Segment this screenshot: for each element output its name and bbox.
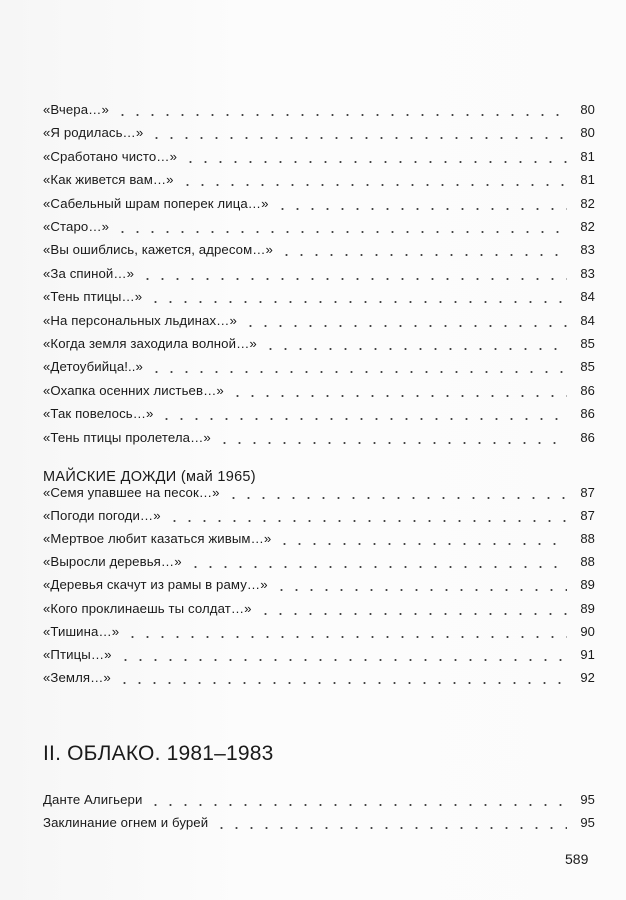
toc-entry-page: 81 [580,148,595,164]
toc-entry-page: 85 [580,359,595,375]
toc-entry-title: «Тень птицы…» [43,289,143,305]
toc-entry-title: «Сработано чисто…» [43,148,178,164]
dot-leader [256,606,567,616]
toc-entry-title: «На персональных льдинах…» [43,312,237,328]
toc-entry [43,792,595,812]
page-number: 589 [565,851,589,867]
toc-entry [43,601,595,621]
dot-leader [165,513,567,523]
toc-entry-page: 87 [580,508,595,524]
toc-entry-page: 82 [580,219,595,234]
toc-entry [43,531,595,551]
part-heading: II. ОБЛАКО. 1981–1983 [43,742,274,765]
dot-leader [273,201,568,211]
toc-entry-title: «Птицы…» [43,646,112,662]
toc-entry-title: «Старо…» [43,219,110,234]
dot-leader [146,797,567,807]
toc-entry-page: 90 [580,623,595,639]
toc-entry-page: 80 [580,125,595,141]
dot-leader [147,130,567,140]
dot-leader [241,318,567,328]
dot-leader [157,411,567,421]
toc-entry [43,554,595,574]
toc-entry-title: «За спиной…» [43,265,135,281]
toc-entry-page: 85 [580,336,595,351]
toc-entry-title: «Вчера…» [43,102,109,117]
toc-entry [43,102,595,122]
toc-entry [43,125,595,145]
toc-entry-page: 83 [580,242,595,258]
toc-entry-title: «Так повелось…» [43,406,154,422]
toc-entry-title: «Тень птицы пролетела…» [43,429,211,445]
toc-entry [43,670,595,690]
toc-entry-page: 89 [580,600,595,616]
toc-entry [43,242,595,262]
toc-entry-title: «Как живется вам…» [43,172,174,188]
toc-entry [43,289,595,309]
dot-leader [212,820,567,830]
toc-entry-title: «Охапка осенних листьев…» [43,382,224,398]
toc-entry [43,577,595,597]
toc-entry-title: «Тишина…» [43,623,120,639]
dot-leader [147,364,567,374]
dot-leader [178,177,567,187]
dot-leader [277,247,567,257]
toc-entry-page: 82 [580,195,595,211]
toc-entry [43,313,595,333]
toc-entry-page: 92 [580,669,595,685]
toc-entry-page: 83 [580,265,595,281]
toc-entry-page: 84 [580,289,595,305]
toc-entry-title: «Мертвое любит казаться живым…» [43,531,272,547]
toc-entry [43,430,595,450]
toc-entry-title: «Земля…» [43,669,111,685]
toc-entry [43,196,595,216]
dot-leader [215,435,567,445]
toc-entry-page: 86 [580,406,595,422]
dot-leader [275,536,567,546]
toc-entry-title: «Вы ошиблись, кажется, адресом…» [43,242,273,258]
toc-entry-title: Данте Алигьери [43,792,143,807]
dot-leader [146,294,567,304]
toc-entry-title: «Я родилась…» [43,125,144,141]
toc-entry [43,815,595,835]
toc-entry [43,219,595,239]
toc-entry [43,485,595,505]
dot-leader [138,271,567,281]
toc-entry-title: «Погоди погоди…» [43,508,161,524]
dot-leader [181,154,567,164]
toc-entry-page: 95 [580,792,595,807]
toc-entry-page: 81 [580,172,595,188]
toc-entry [43,406,595,426]
dot-leader [113,224,567,234]
toc-entry [43,647,595,667]
dot-leader [272,582,567,592]
toc-entry [43,149,595,169]
toc-entry-title: «Когда земля заходила волной…» [43,336,257,351]
toc-entry [43,266,595,286]
toc-entry-page: 80 [580,102,595,117]
toc-entry-page: 89 [580,577,595,593]
toc-entry-page: 88 [580,554,595,570]
dot-leader [123,629,567,639]
toc-entry-page: 86 [580,382,595,398]
toc-entry [43,359,595,379]
dot-leader [116,652,567,662]
toc-entry-title: «Детоубийца!..» [43,359,143,375]
toc-entry-page: 87 [580,485,595,500]
toc-entry-page: 95 [580,815,595,830]
toc-entry-page: 86 [580,429,595,445]
toc-entry-title: «Семя упавшее на песок…» [43,485,220,500]
dot-leader [228,388,567,398]
dot-leader [113,107,567,117]
toc-entry-title: «Сабельный шрам поперек лица…» [43,195,269,211]
dot-leader [261,341,567,351]
toc-entry [43,172,595,192]
toc-entry-title: «Выросли деревья…» [43,554,182,570]
dot-leader [115,675,567,685]
toc-entry [43,508,595,528]
toc-entry-page: 91 [580,646,595,662]
toc-entry-page: 84 [580,312,595,328]
toc-entry-title: «Деревья скачут из рамы в раму…» [43,577,268,593]
section-heading: МАЙСКИЕ ДОЖДИ (май 1965) [43,469,256,485]
toc-entry-title: Заклинание огнем и бурей [43,815,209,830]
toc-entry-title: «Кого проклинаешь ты солдат…» [43,600,252,616]
dot-leader [224,490,567,500]
toc-entry [43,383,595,403]
toc-entry-page: 88 [580,531,595,547]
dot-leader [186,559,567,569]
toc-entry [43,336,595,356]
toc-entry [43,624,595,644]
